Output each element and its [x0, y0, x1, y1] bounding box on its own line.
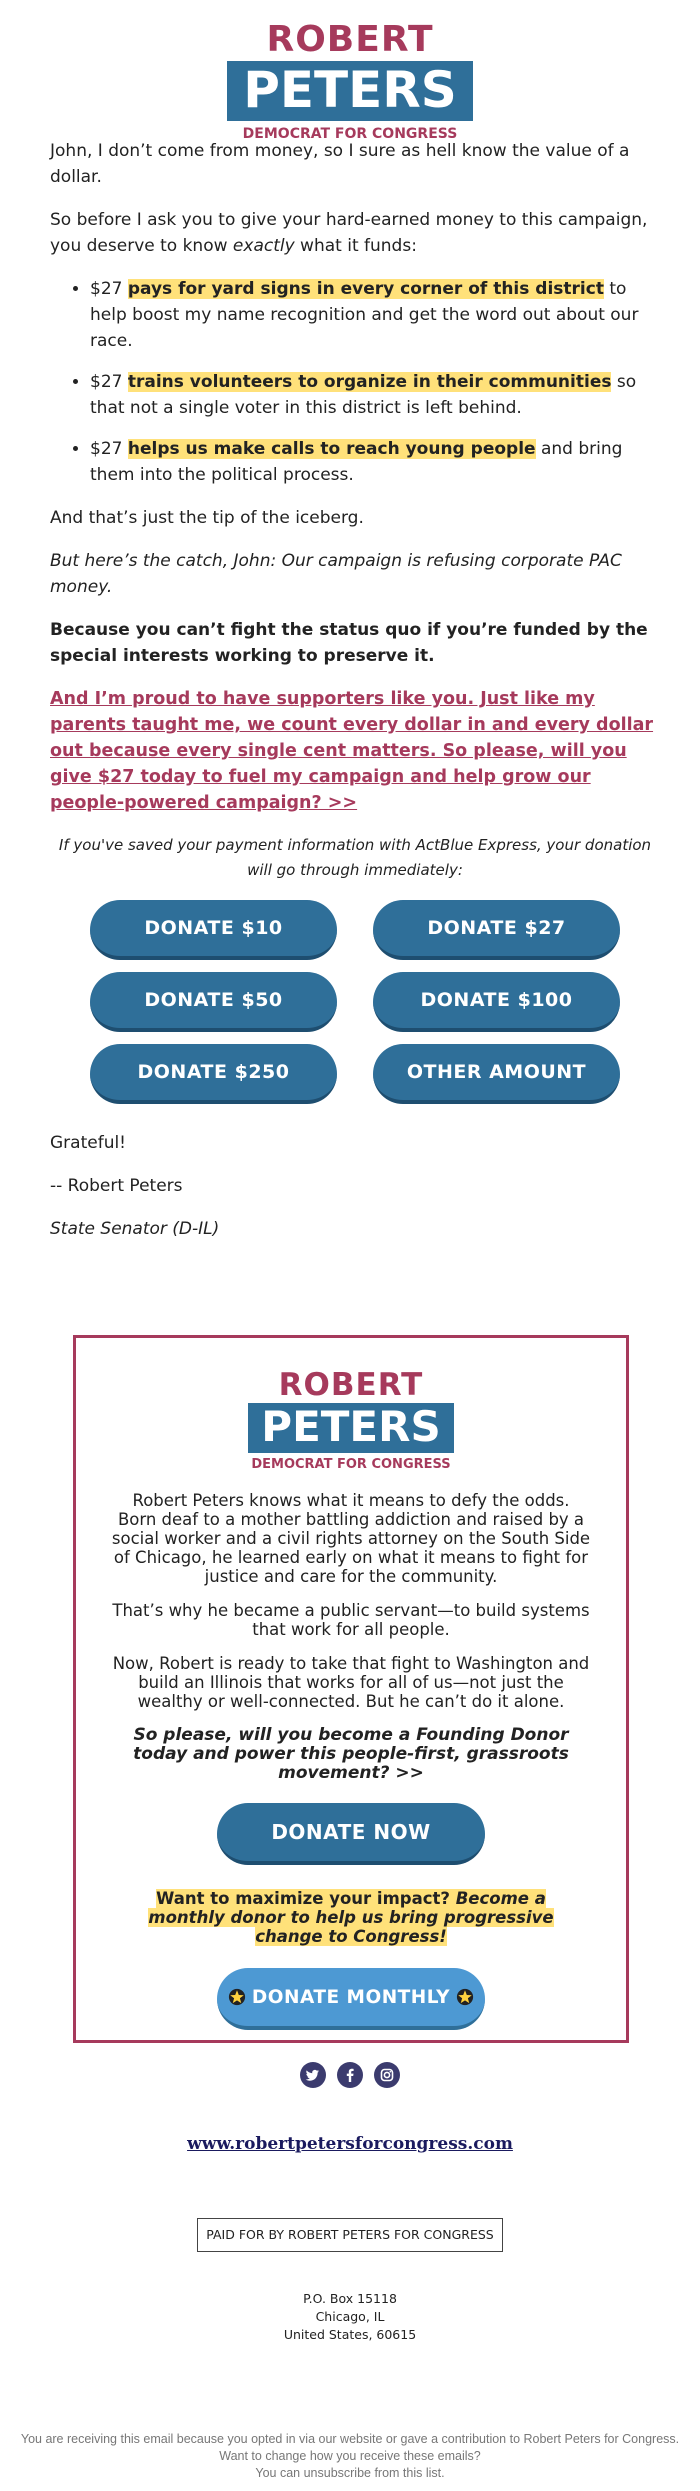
bio-paragraph: Robert Peters knows what it means to defy the odds. Born deaf to a mother battling addiction and raised by a social worker and a civil rights attorney on the South Side of Chicago, he learned early on what it means to fight for justice and care for the community. — [111, 1491, 591, 1586]
twitter-icon[interactable] — [300, 2062, 326, 2088]
other-amount-button[interactable]: OTHER AMOUNT — [373, 1044, 620, 1104]
donate-now-button[interactable]: DONATE NOW — [217, 1803, 485, 1865]
donate-100-button[interactable]: DONATE $100 — [373, 972, 620, 1032]
donate-50-button[interactable]: DONATE $50 — [90, 972, 337, 1032]
funding-list — [50, 276, 660, 488]
mailing-address — [0, 2290, 700, 2344]
actblue-express-note: If you've saved your payment information with ActBlue Express, your donation will go through immediately: — [58, 836, 652, 879]
subscription-notice: You are receiving this email because you opted in via our website or gave a contribution to Robert Peters for Congress. Want to change how you receive these emails? — [20, 2432, 680, 2463]
card-logo — [76, 1367, 626, 1472]
status-quo-paragraph: Because you can’t fight the status quo if you’re funded by the special interests working to preserve it. — [50, 620, 648, 666]
star-icon — [228, 1988, 246, 2006]
logo-first-name: ROBERT — [278, 1367, 424, 1403]
logo-first-name: ROBERT — [266, 19, 434, 60]
email-body — [50, 138, 660, 1259]
founding-donor-cta: So please, will you become a Founding Donor today and power this people-first, grassroots movement? >> — [133, 1725, 569, 1783]
social-links — [0, 2062, 700, 2088]
logo-tagline: DEMOCRAT FOR CONGRESS — [251, 1457, 451, 1472]
email-footer — [10, 2431, 690, 2482]
unsubscribe-link[interactable]: You can unsubscribe from this list. — [255, 2466, 445, 2480]
donate-27-button[interactable]: DONATE $27 — [373, 900, 620, 960]
donate-monthly-label: DONATE MONTHLY — [251, 1986, 451, 2008]
monthly-pitch: Want to maximize your impact? Become a monthly donor to help us bring progressive change to Congress! — [148, 1889, 554, 1946]
intro-paragraph: John, I don’t come from money, so I sure as hell know the value of a dollar. — [50, 141, 630, 187]
iceberg-paragraph: And that’s just the tip of the iceberg. — [50, 508, 364, 528]
cta-paragraph — [50, 686, 660, 816]
highlighted-text: helps us make calls to reach young people — [127, 439, 536, 459]
header-logo — [0, 19, 700, 142]
funds-paragraph: So before I ask you to give your hard-earned money to this campaign, you deserve to know exactly what it funds: — [50, 210, 648, 256]
website-link-container — [0, 2134, 700, 2154]
donate-10-button[interactable]: DONATE $10 — [90, 900, 337, 960]
list-item: • $27 trains volunteers to organize in their communities so that not a single voter in this district is left behind. — [90, 369, 660, 421]
bio-card — [73, 1335, 629, 2043]
bio-paragraph: That’s why he became a public servant—to build systems that work for all people. — [112, 1601, 590, 1639]
donate-cta-link[interactable]: And I’m proud to have supporters like you. Just like my parents taught me, we count every dollar in and every dollar out because every single cent matters. So please, will you give $27 today to fuel my campaign and help grow our people-powered campaign? >> — [50, 689, 654, 813]
paid-for-disclaimer: PAID FOR BY ROBERT PETERS FOR CONGRESS — [197, 2218, 503, 2252]
signature: -- Robert Peters — [50, 1176, 183, 1196]
facebook-icon[interactable] — [337, 2062, 363, 2088]
website-link[interactable]: www.robertpetersforcongress.com — [187, 2134, 513, 2154]
star-icon — [456, 1988, 474, 2006]
instagram-icon[interactable] — [374, 2062, 400, 2088]
list-item: • $27 helps us make calls to reach young people and bring them into the political process. — [90, 436, 660, 488]
donate-250-button[interactable]: DONATE $250 — [90, 1044, 337, 1104]
address-line: United States, 60615 — [283, 2327, 417, 2342]
logo-last-name: PETERS — [248, 1403, 453, 1453]
bio-text — [111, 1491, 591, 1783]
logo-last-name: PETERS — [227, 61, 473, 121]
signer-title: State Senator (D-IL) — [50, 1219, 220, 1239]
donate-button-grid — [50, 900, 660, 1104]
address-line: P.O. Box 15118 — [303, 2291, 397, 2306]
bio-paragraph: Now, Robert is ready to take that fight to Washington and build an Illinois that works for all of us—not just the wealthy or well-connected. But he can’t do it alone. — [112, 1654, 590, 1711]
logo-tagline: DEMOCRAT FOR CONGRESS — [242, 126, 458, 142]
catch-paragraph: But here’s the catch, John: Our campaign is refusing corporate PAC money. — [50, 551, 622, 597]
highlighted-text: trains volunteers to organize in their communities — [127, 372, 612, 392]
address-line: Chicago, IL — [315, 2309, 385, 2324]
signoff: Grateful! — [50, 1133, 127, 1153]
donate-monthly-button[interactable] — [217, 1968, 485, 2030]
emphasis-exactly: exactly — [232, 236, 295, 256]
highlighted-text: pays for yard signs in every corner of this district — [127, 279, 604, 299]
list-item: • $27 pays for yard signs in every corner of this district to help boost my name recognition and get the word out about our race. — [90, 276, 660, 354]
